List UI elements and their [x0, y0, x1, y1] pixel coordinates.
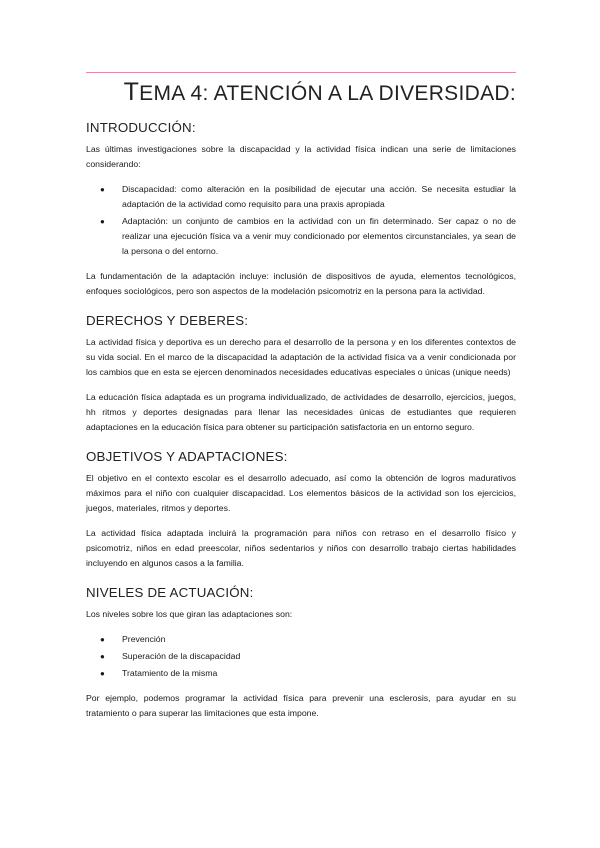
heading-niveles: NIVELES DE ACTUACIÓN: — [86, 585, 254, 600]
bullet-icon: ● — [100, 652, 105, 661]
niveles-bullet-list — [86, 632, 516, 681]
header-rule — [86, 72, 516, 73]
list-item — [100, 182, 516, 212]
heading-derechos: DERECHOS Y DEBERES: — [86, 313, 249, 328]
derechos-paragraph-2: La educación física adaptada es un programa individualizado, de actividades de desarrollo, ejercicios, juegos, hh ritmos y deportes designadas para llenar las necesidades únicas de estudiantes que requieren adaptaciones en la educación física para obtener su participación satisfactoria en un entorno seguro. — [86, 392, 516, 432]
bullet-icon: ● — [100, 217, 105, 226]
intro-paragraph-1: Las últimas investigaciones sobre la discapacidad y la actividad física indican una serie de limitaciones considerando: — [86, 144, 516, 169]
bullet-icon: ● — [100, 669, 105, 678]
title-text: EMA 4: ATENCIÓN A LA DIVERSIDAD: — [139, 82, 516, 105]
niveles-paragraph-1: Los niveles sobre los que giran las adaptaciones son: — [86, 609, 293, 619]
heading-introduccion: INTRODUCCIÓN: — [86, 120, 196, 135]
list-item — [100, 632, 516, 647]
list-item — [100, 666, 516, 681]
bullet-icon: ● — [100, 635, 105, 644]
intro-paragraph-2: La fundamentación de la adaptación incluye: inclusión de dispositivos de ayuda, elementos tecnológicos, enfoques sociológicos, pero son aspectos de la modelación psicomotriz en la persona para la actividad. — [86, 271, 516, 296]
list-item — [100, 649, 516, 664]
objetivos-paragraph-2: La actividad física adaptada incluirá la programación para niños con retraso en el desarrollo físico y psicomotriz, niños en edad preescolar, niños sedentarios y niños con desarrollo trabajo ciertas habilidades incluyendo en algunos casos a la familia. — [86, 528, 516, 568]
bullet-icon: ● — [100, 185, 105, 194]
bullet-text: Adaptación: un conjunto de cambios en la actividad con un fin determinado. Ser capaz o no de realizar una ejecución física va a venir muy condicionado por elementos circunstanciales, ya sean de la persona o del entorno. — [122, 216, 516, 256]
bullet-text: Discapacidad: como alteración en la posibilidad de ejecutar una acción. Se necesita estudiar la adaptación de la actividad como requisito para una praxis apropiada — [122, 184, 516, 209]
list-item — [100, 214, 516, 259]
heading-objetivos: OBJETIVOS Y ADAPTACIONES: — [86, 449, 288, 464]
derechos-paragraph-1: La actividad física y deportiva es un derecho para el desarrollo de la persona y en los diferentes contextos de su vida social. En el marco de la discapacidad la adaptación de la actividad física va a venir condicionada por los cambios que en esta se ejercen denominados necesidades educativas especiales o únicas (unique needs) — [86, 337, 516, 377]
bullet-text: Prevención — [122, 634, 166, 644]
bullet-text: Superación de la discapacidad — [122, 651, 241, 661]
niveles-paragraph-2: Por ejemplo, podemos programar la actividad física para prevenir una esclerosis, para ayudar en su tratamiento o para superar las limitaciones que esta impone. — [86, 693, 516, 718]
objetivos-paragraph-1: El objetivo en el contexto escolar es el desarrollo adecuado, así como la obtención de logros madurativos máximos para el niño con cualquier discapacidad. Los elementos básicos de la actividad son los ejercicios, juegos, materiales, ritmos y deportes. — [86, 473, 516, 513]
title-initial: T — [123, 78, 140, 106]
bullet-text: Tratamiento de la misma — [122, 668, 218, 678]
document-title — [86, 78, 516, 107]
document-body — [86, 120, 516, 731]
intro-bullet-list — [86, 182, 516, 259]
